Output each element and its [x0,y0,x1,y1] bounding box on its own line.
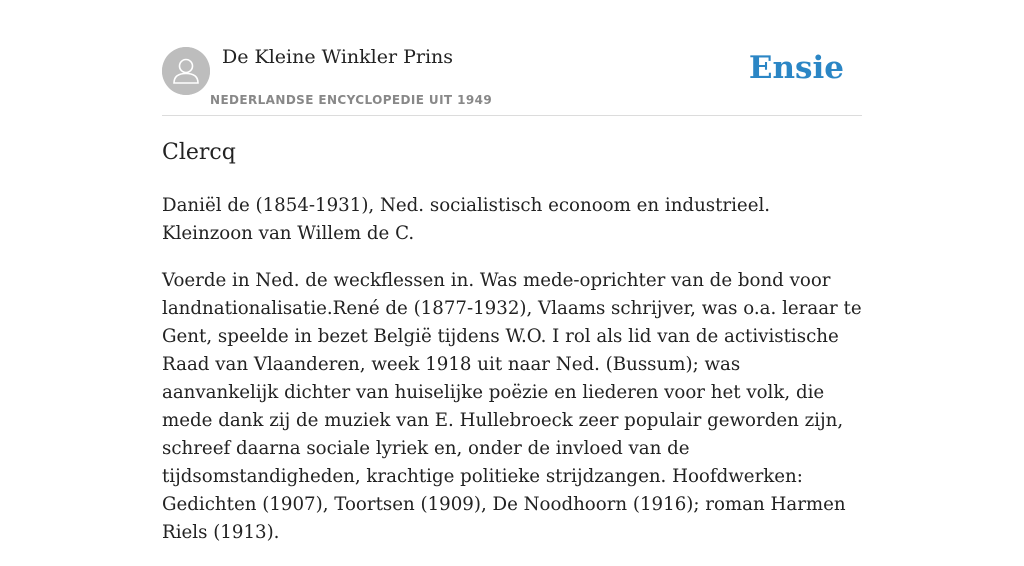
user-icon[interactable] [162,47,210,95]
site-header [162,0,862,116]
entry-body [162,192,862,566]
ensie-logo[interactable]: Ensie [748,50,844,86]
site-title[interactable]: De Kleine Winkler Prins [222,46,454,68]
entry-paragraph: Voerde in Ned. de weckflessen in. Was mede-oprichter van de bond voor landnationalisatie.René de (1877-1932), Vlaams schrijver, was o.a. leraar te Gent, speelde in bezet België tijdens W.O. I rol als lid van de activistische Raad van Vlaanderen, week 1918 uit naar Ned. (Bussum); was aanvankelijk dichter van huiselijke poëzie en liederen voor het volk, die mede dank zij de muziek van E. Hullebroeck zeer populair geworden zijn, schreef daarna sociale lyriek en, onder de invloed van de tijdsomstandigheden, krachtige politieke strijdzangen. Hoofdwerken: Gedichten (1907), Toortsen (1909), De Noodhoorn (1916); roman Harmen Riels (1913). [162,270,862,543]
site-subtitle: NEDERLANDSE ENCYCLOPEDIE UIT 1949 [210,93,493,107]
entry-title: Clercq [162,140,236,165]
page-container [162,0,862,543]
entry-paragraph: Daniël de (1854-1931), Ned. socialistisch econoom en industrieel. Kleinzoon van Willem de C. [162,195,771,244]
